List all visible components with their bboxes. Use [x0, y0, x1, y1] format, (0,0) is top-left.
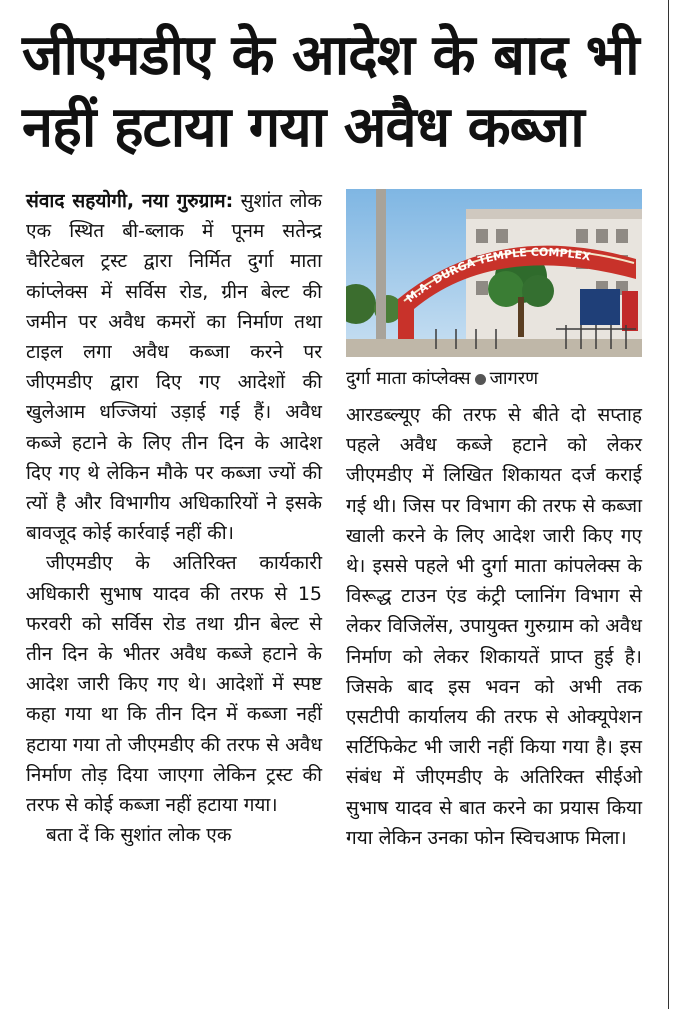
paragraph-1: [26, 186, 322, 548]
article-column-right: [346, 400, 642, 853]
headline-line-1: जीएमडीए के आदेश के बाद भी: [22, 23, 639, 88]
caption-credit: जागरण: [489, 368, 539, 389]
photo-caption: [346, 366, 642, 392]
paragraph-right-1: आरडब्ल्यूए की तरफ से बीते दो सप्ताह पहले अवैध कब्जे हटाने को लेकर जीएमडीए में लिखित शिकायत दर्ज कराई गई थी। जिस पर विभाग की तरफ से कब्जा खाली करने के लिए आदेश जारी किए गए थे। इससे पहले भी दुर्गा माता कांपलेक्स के विरूद्ध टाउन एंड कंट्री प्लानिंग विभाग से लेकर विजिलेंस, उपायुक्त गुरुग्राम को अवैध निर्माण को लेकर शिकायतें प्राप्त हुई है। जिसके बाद इस भवन को अभी तक एसटीपी कार्यालय की तरफ से ओक्यूपेशन सर्टिफिकेट भी जारी नहीं किया गया है। इस संबंध में जीएमडीए के अतिरिक्त सीईओ सुभाष यादव से बात करने का प्रयास किया गया लेकिन उनका फोन स्विचआफ मिला।: [346, 404, 642, 849]
byline: संवाद सहयोगी, नया गुरुग्राम:: [26, 190, 234, 212]
headline: [22, 20, 652, 164]
paragraph-3: बता दें कि सुशांत लोक एक: [46, 824, 232, 847]
arch-sign-text: M.A. DURGA TEMPLE COMPLEX: [403, 245, 592, 306]
headline-line-2: नहीं हटाया गया अवैध कब्जा: [22, 95, 584, 160]
article-column-left: [26, 186, 322, 850]
temple-complex-photo: [346, 189, 642, 357]
paragraph-1-text: सुशांत लोक एक स्थित बी-ब्लाक में पूनम सतेन्द्र चैरिटेबल ट्रस्ट द्वारा निर्मित दुर्गा माता कांप्लेक्स में सर्विस रोड, ग्रीन बेल्ट की जमीन पर अवैध कमरों का निर्माण तथा टाइल लगा अवैध कब्जा करने पर जीएमडीए द्वारा दिए गए आदेशों की खुलेआम धज्जियां उड़ाई गई हैं। अवैध कब्जे हटाने के लिए तीन दिन के आदेश दिए गए थे लेकिन मौके पर कब्जा ज्यों की त्यों है और विभागीय अधिकारियों ने इसके बावजूद कोई कार्रवाई नहीं की।: [26, 190, 322, 545]
paragraph-2: जीएमडीए के अतिरिक्त कार्यकारी अधिकारी सुभाष यादव की तरफ से 15 फरवरी को सर्विस रोड तथा ग्रीन बेल्ट से तीन दिन के भीतर अवैध कब्जे हटाने के आदेश जारी किए गए थे। आदेशों में स्पष्ट कहा गया था कि तीन दिन में कब्जा नहीं हटाया गया तो जीएमडीए की तरफ से अवैध निर्माण तोड़ दिया जाएगा लेकिन ट्रस्ट की तरफ से कोई कब्जा नहीं हटाया गया।: [26, 552, 322, 817]
caption-text: दुर्गा माता कांप्लेक्स: [346, 368, 471, 389]
bullet-icon: [475, 374, 486, 385]
news-photo: [346, 189, 642, 357]
column-rule: [668, 0, 669, 1009]
